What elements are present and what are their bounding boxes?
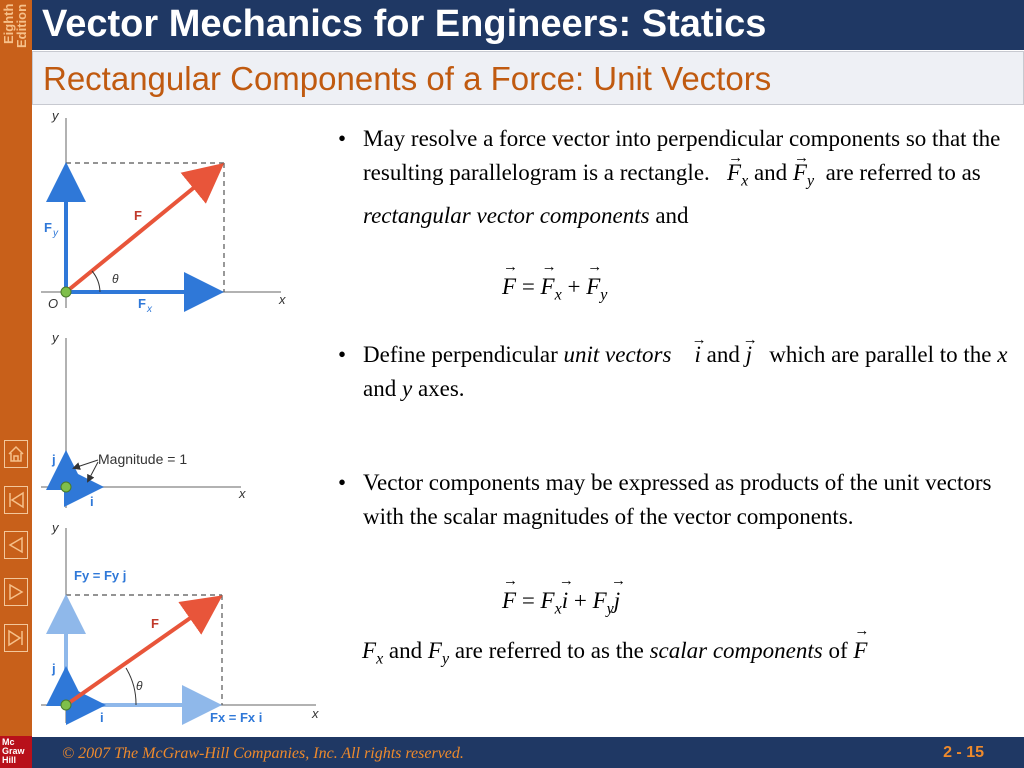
and-text: and <box>706 342 740 367</box>
origin-dot <box>61 700 71 710</box>
x-label: x <box>279 292 286 307</box>
fx-label: F <box>138 296 146 311</box>
equation-force-sum: → F = → $F_x$ + → $F_y$ <box>502 274 607 305</box>
force-label: F <box>134 208 142 223</box>
slide-title: Rectangular Components of a Force: Unit Vectors <box>43 60 772 97</box>
bullet-text: are referred to as the <box>454 638 644 663</box>
bullet-products: • Vector components may be expressed as products of the unit vectors with the scalar magnitudes of the vector components. <box>338 470 992 529</box>
bullet-text: Define perpendicular <box>363 342 558 367</box>
edition-label: Eighth Edition <box>1 4 29 49</box>
fy-subscript: y <box>53 228 58 239</box>
previous-slide-icon[interactable] <box>4 531 28 559</box>
x-label: x <box>312 706 319 721</box>
fy-label: F <box>44 220 52 235</box>
copyright-text: © 2007 The McGraw-Hill Companies, Inc. All rights reserved. <box>62 745 464 762</box>
bullet-unit-vectors: • Define perpendicular unit vectors → i and → j which are parallel to the x and y axes. <box>338 338 1008 406</box>
page-number: 2 - 15 <box>943 744 984 761</box>
next-slide-icon[interactable] <box>4 578 28 606</box>
bullet-text: Vector components may be expressed as products of the unit vectors with the scalar magnitudes of the vector components. <box>363 470 992 529</box>
subheader <box>32 51 1024 105</box>
scalar-components-line: $F_x$ and $F_y$ are referred to as the scalar components of → F <box>362 638 867 669</box>
fy-eq-label: Fy = Fy j <box>74 568 127 583</box>
first-slide-icon[interactable] <box>4 486 28 514</box>
emphasis-text: rectangular vector components <box>363 202 650 228</box>
unit-i: → i <box>694 338 700 372</box>
and-text: and <box>753 160 788 185</box>
theta-label: θ <box>136 679 143 693</box>
pointer-i <box>88 462 98 481</box>
last-slide-icon[interactable] <box>4 624 28 652</box>
bullet-rectangular-components: • May resolve a force vector into perpendicular components so that the resulting parallelogram is a rectangle. → $F_x$ and → $F_y$ are referred to as rectangular vector components and <box>338 122 1008 233</box>
footer <box>32 737 1024 768</box>
header <box>32 0 1024 50</box>
angle-arc <box>126 668 136 705</box>
equation-force-unit: → $F = F_x\to i + F_y\to j$ <box>502 588 620 619</box>
y-label: y <box>52 108 59 123</box>
figure-unit-vectors <box>36 328 296 513</box>
angle-arc <box>92 271 100 292</box>
theta-label: θ <box>112 272 119 286</box>
emphasis-text: scalar components <box>649 638 823 663</box>
fx-subscript: x <box>147 304 152 315</box>
page-title: Vector Mechanics for Engineers: Statics <box>42 3 767 45</box>
y-label: y <box>52 330 59 345</box>
i-label: i <box>100 710 104 725</box>
figure-force-components <box>36 108 296 318</box>
bullet-text: are referred to as <box>825 160 981 185</box>
pointer-j <box>74 460 98 468</box>
x-label: x <box>239 486 246 501</box>
j-label: j <box>52 661 56 676</box>
y-label: y <box>52 520 59 535</box>
publisher-logo: Mc Graw Hill <box>0 736 32 768</box>
sidebar <box>0 0 32 768</box>
figure-scalar-components <box>36 518 326 730</box>
origin-label: O <box>48 296 59 311</box>
magnitude-label: Magnitude = 1 <box>98 451 188 467</box>
slide-content <box>338 122 1008 233</box>
emphasis-text: unit vectors <box>563 342 672 367</box>
unit-j: → j <box>746 338 752 372</box>
fx-eq-label: Fx = Fx i <box>210 710 263 725</box>
force-arrow <box>66 168 218 292</box>
j-label: j <box>52 452 56 467</box>
i-label: i <box>90 494 94 509</box>
bullet-text: May resolve a force vector into perpendicular components so that the resulting parallelogram is a rectangle. <box>363 126 1001 185</box>
origin-dot <box>61 287 71 297</box>
origin-dot <box>61 482 71 492</box>
bullet-text: which are parallel to the <box>769 342 992 367</box>
and-text: and <box>655 202 689 228</box>
force-label: F <box>151 616 159 631</box>
home-icon[interactable] <box>4 440 28 468</box>
